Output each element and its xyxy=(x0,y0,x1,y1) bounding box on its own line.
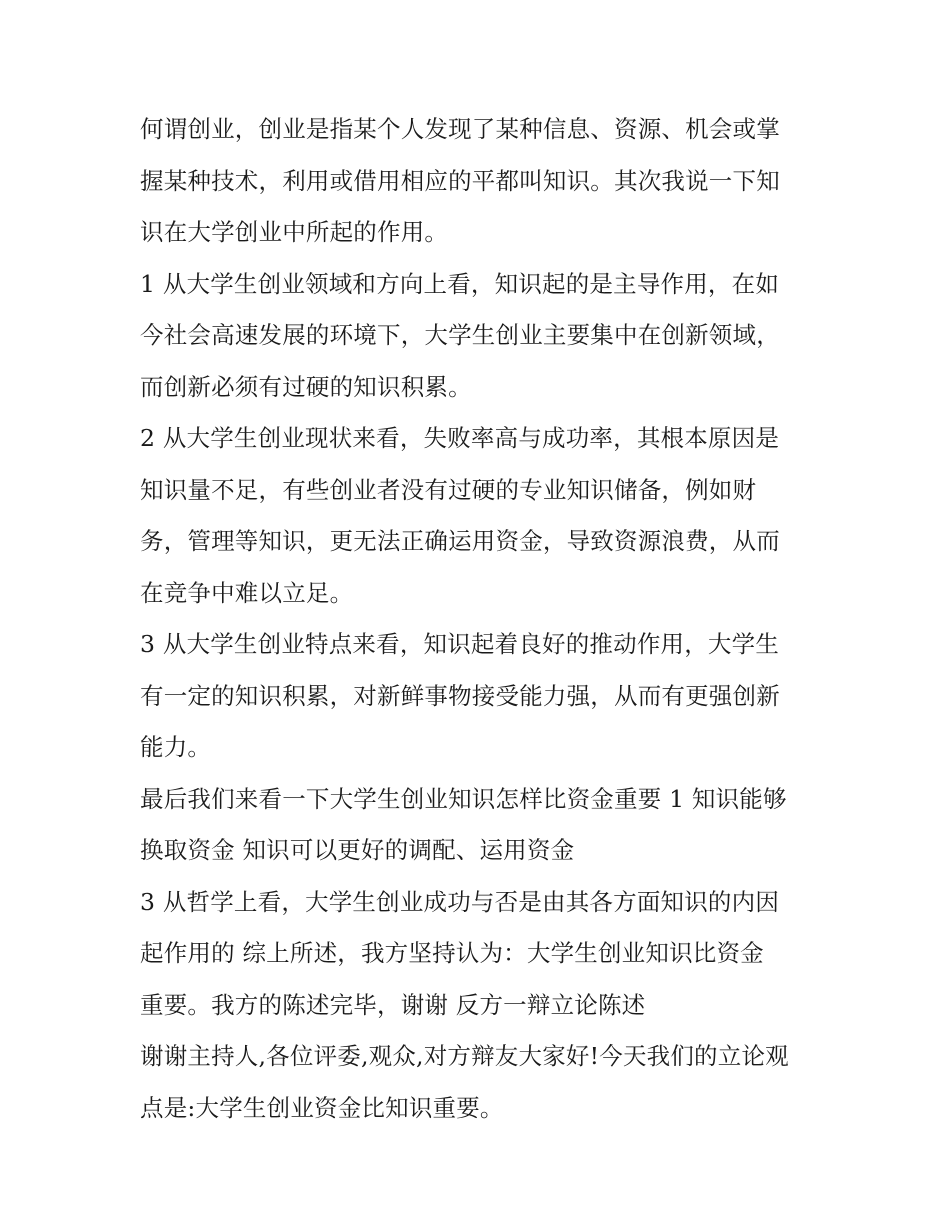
text-line: 谢谢主持人,各位评委,观众,对方辩友大家好!今天我们的立论观 xyxy=(140,1042,789,1070)
text-line: 知识量不足，有些创业者没有过硬的专业知识储备，例如财 xyxy=(140,475,757,504)
text-line: 而创新必须有过硬的知识积累。 xyxy=(140,372,472,401)
text-line: 换取资金 知识可以更好的调配、运用资金 xyxy=(140,836,575,864)
text-line: 在竞争中难以立足。 xyxy=(140,578,354,607)
text-line: 今社会高速发展的环境下，大学生创业主要集中在创新领域， xyxy=(140,321,780,349)
text-line: 何谓创业，创业是指某个人发现了某种信息、资源、机会或掌 xyxy=(140,115,780,143)
document-body xyxy=(140,104,812,1134)
text-line: 2 从大学生创业现状来看，失败率高与成功率，其根本原因是 xyxy=(140,424,780,452)
text-line: 3 从哲学上看，大学生创业成功与否是由其各方面知识的内因 xyxy=(140,887,780,916)
text-line: 重要。我方的陈述完毕，谢谢 反方一辩立论陈述 xyxy=(140,990,646,1019)
text-line: 起作用的 综上所述，我方坚持认为：大学生创业知识比资金 xyxy=(140,939,764,967)
text-line: 1 从大学生创业领域和方向上看，知识起的是主导作用，在如 xyxy=(140,269,780,298)
text-line: 3 从大学生创业特点来看，知识起着良好的推动作用，大学生 xyxy=(140,630,780,658)
text-line: 点是:大学生创业资金比知识重要。 xyxy=(140,1093,504,1122)
text-line: 识在大学创业中所起的作用。 xyxy=(140,218,449,246)
text-line: 有一定的知识积累，对新鲜事物接受能力强，从而有更强创新 xyxy=(140,681,780,710)
text-line: 握某种技术，利用或借用相应的平都叫知识。其次我说一下知 xyxy=(140,166,780,195)
text-line: 务，管理等知识，更无法正确运用资金，导致资源浪费，从而 xyxy=(140,527,780,555)
text-line: 最后我们来看一下大学生创业知识怎样比资金重要 1 知识能够 xyxy=(140,784,787,813)
text-line: 能力。 xyxy=(140,733,212,761)
